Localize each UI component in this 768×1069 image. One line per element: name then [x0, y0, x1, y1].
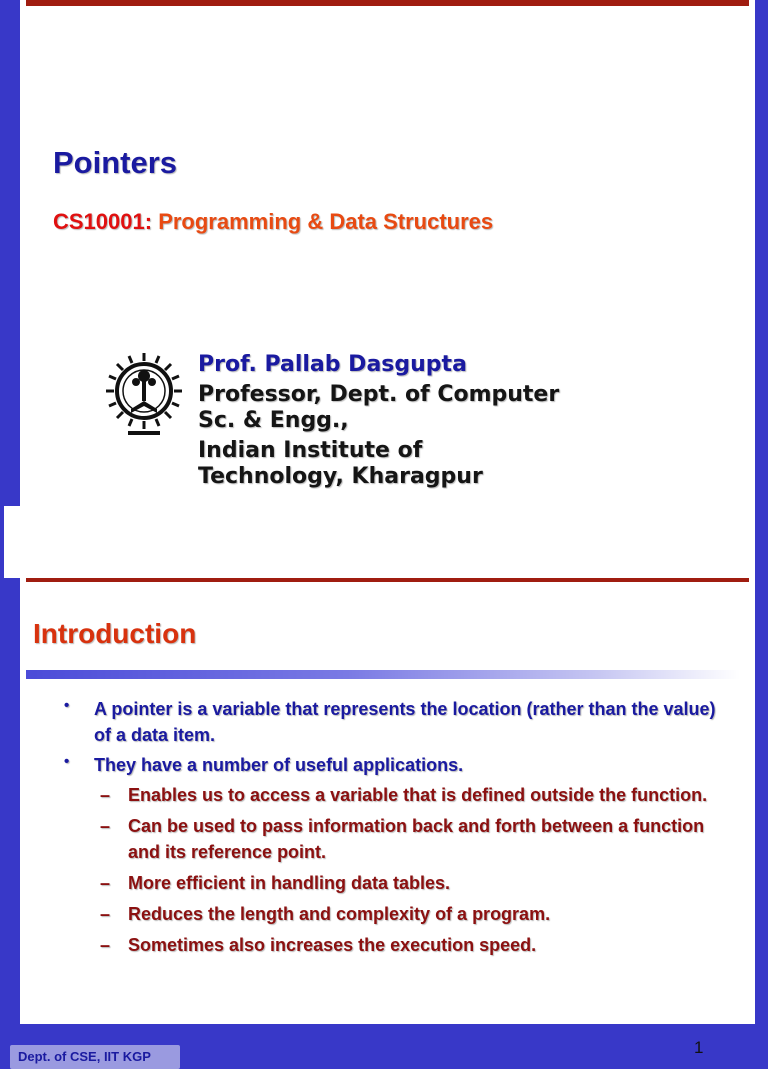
slide-2-title: Introduction: [33, 618, 197, 649]
slide-2: [20, 578, 755, 1024]
top-accent-bar-2: [26, 578, 749, 582]
institute-line-1: Indian Institute of: [198, 438, 423, 463]
bullet-item: [64, 752, 734, 778]
sub-bullet-text: Can be used to pass information back and forth between a function and its reference point.: [128, 816, 705, 862]
professor-name: Prof. Pallab Dasgupta: [198, 352, 467, 377]
course-name: Programming & Data Structures: [152, 209, 494, 234]
course-code: CS10001:: [53, 209, 153, 234]
professor-block: [198, 352, 559, 490]
dept-footer-text: Dept. of CSE, IIT KGP: [18, 1049, 151, 1064]
sub-bullet-item: [100, 782, 733, 808]
slide-title: Pointers: [53, 145, 178, 180]
iit-kgp-emblem-icon: [104, 349, 184, 439]
sub-bullet-item: [100, 870, 733, 896]
dash-marker: –: [100, 873, 111, 893]
bullet-marker: •: [64, 753, 70, 770]
dash-marker: –: [100, 935, 111, 955]
course-subtitle: [53, 209, 493, 235]
dash-marker: –: [100, 816, 111, 836]
sub-bullet-text: More efficient in handling data tables.: [128, 873, 451, 893]
dash-marker: –: [100, 785, 111, 805]
bullet-item: [64, 696, 734, 748]
sub-bullet-item: [100, 932, 733, 958]
bullet-marker: •: [64, 697, 70, 714]
top-accent-bar: [26, 0, 749, 6]
institute-line-2: Technology, Kharagpur: [198, 464, 483, 489]
slide-1: [20, 0, 755, 506]
sub-bullet-text: Reduces the length and complexity of a program.: [128, 904, 551, 924]
bullet-text: A pointer is a variable that represents the location (rather than the value) of a data item.: [94, 699, 716, 745]
sub-bullet-text: Enables us to access a variable that is defined outside the function.: [128, 785, 708, 805]
bullet-list: [20, 696, 755, 963]
dash-marker: –: [100, 904, 111, 924]
bullet-text: They have a number of useful applications.: [94, 755, 464, 775]
page-number: 1: [694, 1038, 704, 1057]
sub-bullet-item: [100, 901, 733, 927]
sub-bullet-item: [100, 813, 733, 865]
title-underline-rule: [26, 670, 740, 679]
sub-bullet-text: Sometimes also increases the execution speed.: [128, 935, 537, 955]
professor-title-line-2: Sc. & Engg.,: [198, 408, 349, 433]
dept-footer-badge: [10, 1045, 180, 1069]
professor-title-line-1: Professor, Dept. of Computer: [198, 382, 560, 407]
